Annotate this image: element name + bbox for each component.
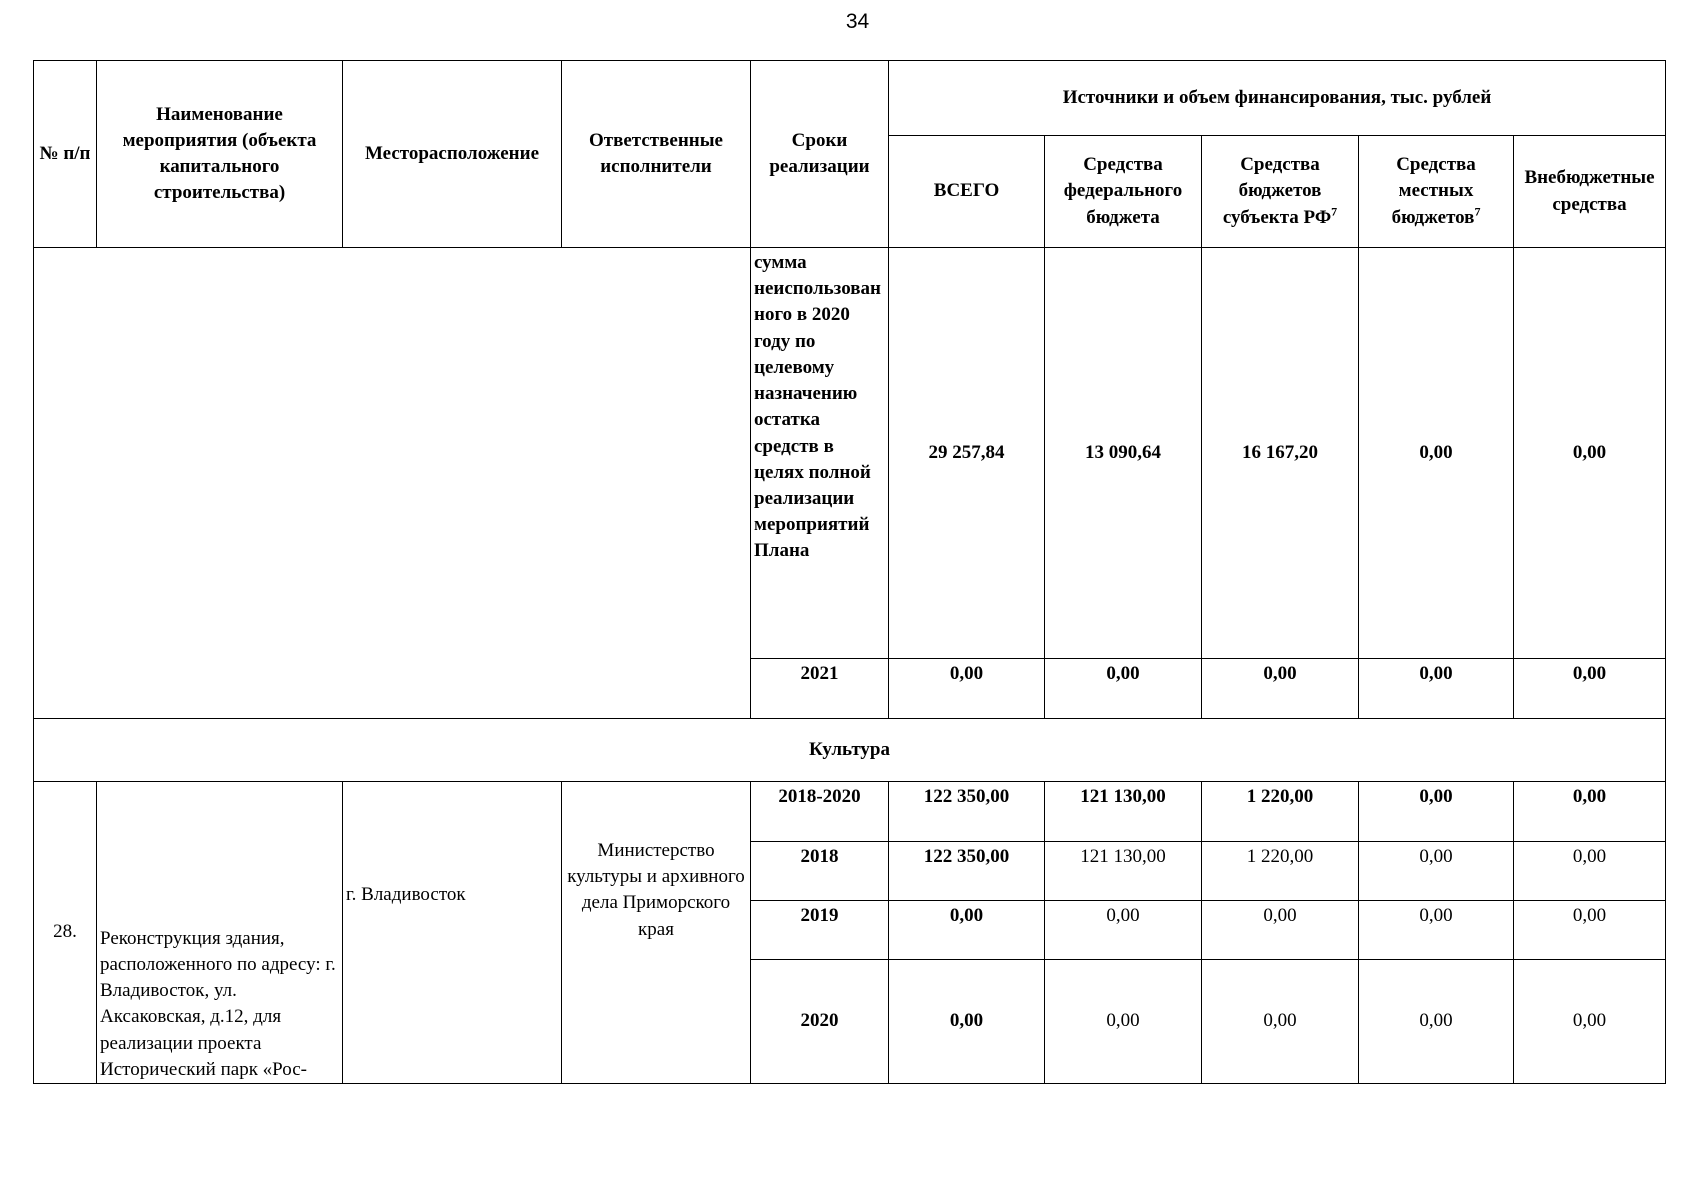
section-title: Культура: [34, 719, 1666, 782]
section-row: [34, 719, 1666, 782]
federal-cell: 0,00: [1045, 901, 1202, 960]
regional-cell: 16 167,20: [1202, 248, 1359, 659]
extra-cell: 0,00: [1514, 960, 1666, 1084]
regional-cell: 0,00: [1202, 659, 1359, 719]
federal-cell: 13 090,64: [1045, 248, 1202, 659]
local-cell: 0,00: [1359, 960, 1514, 1084]
page-number: 34: [845, 10, 870, 33]
header-terms: Сроки реализации: [751, 61, 889, 248]
local-cell: 0,00: [1359, 659, 1514, 719]
header-num: № п/п: [34, 61, 97, 248]
extra-cell: 0,00: [1514, 782, 1666, 842]
period-cell: 2020: [751, 960, 889, 1084]
extra-cell: 0,00: [1514, 901, 1666, 960]
header-total: ВСЕГО: [889, 136, 1045, 248]
total-cell: 122 350,00: [889, 842, 1045, 901]
regional-cell: 1 220,00: [1202, 842, 1359, 901]
financing-table: [33, 60, 1666, 1084]
header-financing: Источники и объем финансирования, тыс. рублей: [889, 61, 1666, 136]
continued-row-unused: [34, 248, 1666, 659]
federal-cell: 121 130,00: [1045, 782, 1202, 842]
total-cell: 0,00: [889, 901, 1045, 960]
extra-cell: 0,00: [1514, 659, 1666, 719]
local-cell: 0,00: [1359, 901, 1514, 960]
header-local-footnote: 7: [1474, 204, 1481, 219]
header-regional-label: Средства бюджетов субъекта РФ: [1222, 154, 1332, 228]
header-regional-footnote: 7: [1331, 204, 1338, 219]
total-cell: 29 257,84: [889, 248, 1045, 659]
local-cell: 0,00: [1359, 782, 1514, 842]
header-federal: Средства федерального бюджета: [1045, 136, 1202, 248]
item-name: Реконструкция здания, расположенного по адресу: г. Владивосток, ул. Аксаковская, д.12, для реализации проекта Исторический парк «Рос-: [97, 782, 343, 1084]
extra-cell: 0,00: [1514, 248, 1666, 659]
header-row-1: [34, 61, 1666, 136]
federal-cell: 0,00: [1045, 960, 1202, 1084]
local-cell: 0,00: [1359, 248, 1514, 659]
total-cell: 0,00: [889, 960, 1045, 1084]
header-location: Месторасположение: [343, 61, 562, 248]
regional-cell: 1 220,00: [1202, 782, 1359, 842]
period-cell: 2019: [751, 901, 889, 960]
federal-cell: 121 130,00: [1045, 842, 1202, 901]
period-cell: 2021: [751, 659, 889, 719]
item-location: г. Владивосток: [343, 782, 562, 1084]
regional-cell: 0,00: [1202, 960, 1359, 1084]
period-cell: 2018-2020: [751, 782, 889, 842]
item-responsible: Министерство культуры и архивного дела Приморского края: [562, 782, 751, 1084]
item-row-2018-2020: [34, 782, 1666, 842]
header-responsible: Ответственные исполнители: [562, 61, 751, 248]
total-cell: 0,00: [889, 659, 1045, 719]
extra-cell: 0,00: [1514, 842, 1666, 901]
header-regional: [1202, 136, 1359, 248]
header-local: [1359, 136, 1514, 248]
regional-cell: 0,00: [1202, 901, 1359, 960]
item-number: 28.: [34, 782, 97, 1084]
local-cell: 0,00: [1359, 842, 1514, 901]
header-local-label: Средства местных бюджетов: [1391, 154, 1476, 228]
total-cell: 122 350,00: [889, 782, 1045, 842]
continued-empty-cell: [34, 248, 751, 719]
period-cell: сумма неиспользованного в 2020 году по целевому назначению остатка средств в целях полной реализации мероприятий Плана: [751, 248, 889, 659]
header-name: Наименование мероприятия (объекта капитального строительства): [97, 61, 343, 248]
period-cell: 2018: [751, 842, 889, 901]
federal-cell: 0,00: [1045, 659, 1202, 719]
header-extra: Внебюджетные средства: [1514, 136, 1666, 248]
